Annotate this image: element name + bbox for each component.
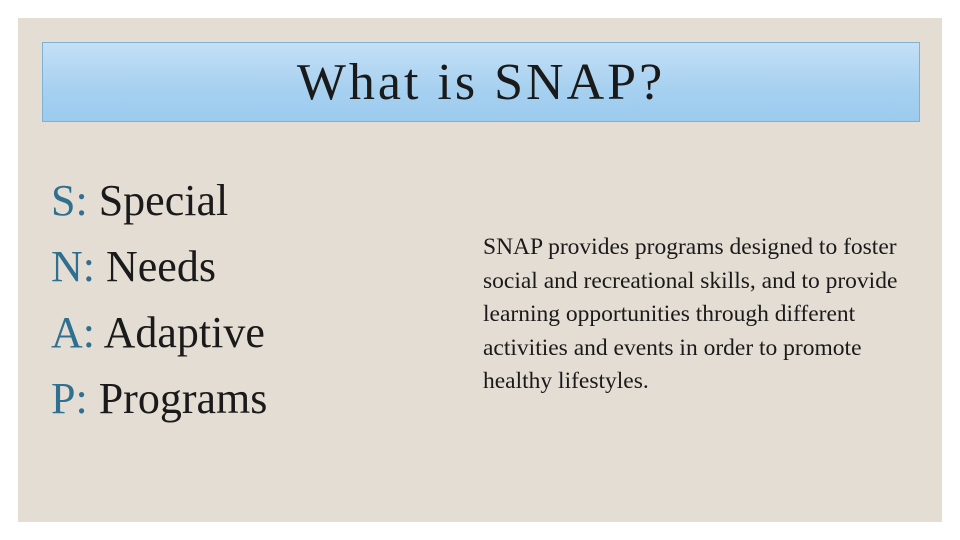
acronym-letter: P: [51,374,88,423]
slide-title: What is SNAP? [296,53,666,111]
acronym-list [51,168,267,432]
title-banner [42,42,920,122]
acronym-item-n [51,234,267,300]
slide [18,18,942,522]
acronym-word: Special [98,176,229,225]
acronym-item-a [51,300,267,366]
acronym-word: Adaptive [103,308,265,357]
acronym-letter: A: [51,308,95,357]
snap-description: SNAP provides programs designed to foster social and recreational skills, and to provide learning opportunities through different activities and events in order to promote healthy lifestyles. [483,234,898,394]
acronym-item-s [51,168,267,234]
acronym-word: Programs [98,374,268,423]
acronym-item-p [51,366,267,432]
acronym-letter: S: [51,176,88,225]
acronym-word: Needs [106,242,216,291]
acronym-letter: N: [51,242,95,291]
